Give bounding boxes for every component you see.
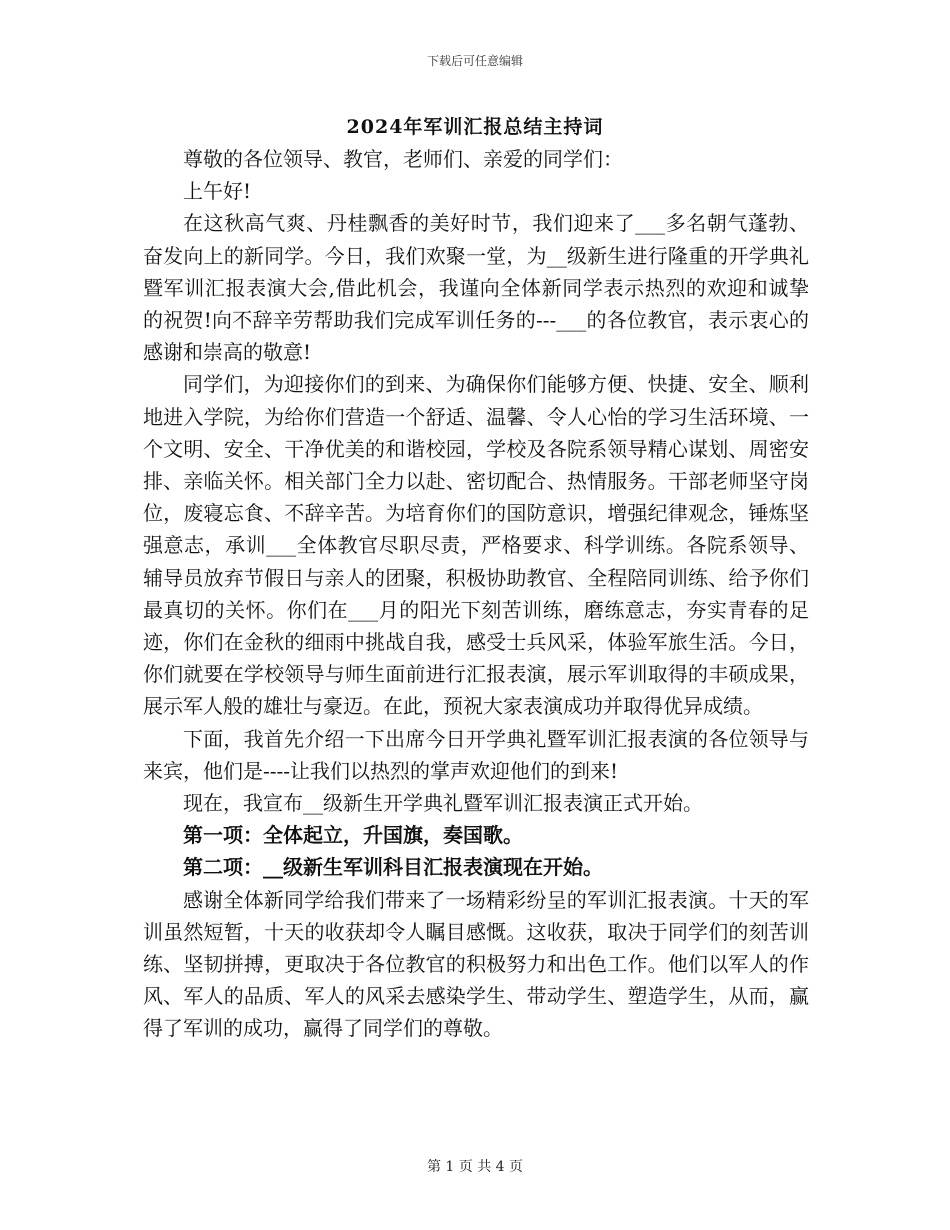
paragraph-item-one: 第一项：全体起立，升国旗，奏国歌。 [183,823,523,848]
paragraph-greeting: 上午好! [183,179,252,204]
paragraph-salutation: 尊敬的各位领导、教官，老师们、亲爱的同学们： [183,147,623,171]
document-title: 2024年军训汇报总结主持词 [346,116,604,138]
paragraph-welcome: 在这秋高气爽、丹桂飘香的美好时节，我们迎来了___多名朝气蓬勃、奋发向上的新同学。今日，我们欢聚一堂，为__级新生进行隆重的开学典礼暨军训汇报表演大会,借此机会，我谨向全体新同学表示热烈的欢迎和诚挚的祝贺!向不辞辛劳帮助我们完成军训任务的---___的各位教官，表示衷心的感谢和崇高的敬意! [143,211,809,365]
page-number: 第 1 页 共 4 页 [426,1159,524,1175]
paragraph-item-two: 第二项：__级新生军训科目汇报表演现在开始。 [183,855,603,880]
header-note: 下载后可任意编辑 [426,54,523,68]
paragraph-closing: 感谢全体新同学给我们带来了一场精彩纷呈的军训汇报表演。十天的军训虽然短暂，十天的收获却令人瞩目感慨。这收获，取决于同学们的刻苦训练、坚韧拼搏，更取决于各位教官的积极努力和出色工作。他们以军人的作风、军人的品质、军人的风采去感染学生、带动学生、塑造学生，从而，赢得了军训的成功，赢得了同学们的尊敬。 [143,887,809,1041]
paragraph-announcement: 现在，我宣布__级新生开学典礼暨军训汇报表演正式开始。 [183,791,703,816]
paragraph-introduction: 下面，我首先介绍一下出席今日开学典礼暨军训汇报表演的各位领导与来宾，他们是----让我们以热烈的掌声欢迎他们的到来! [143,726,809,783]
paragraph-thanks: 同学们，为迎接你们的到来、为确保你们能够方便、快捷、安全、顺利地进入学院，为给你们营造一个舒适、温馨、令人心怡的学习生活环境、一个文明、安全、干净优美的和谐校园，学校及各院系领导精心谋划、周密安排、亲临关怀。相关部门全力以赴、密切配合、热情服务。干部老师坚守岗位，废寝忘食、不辞辛苦。为培育你们的国防意识，增强纪律观念，锤炼坚强意志，承训___全体教官尽职尽责，严格要求、科学训练。各院系领导、辅导员放弃节假日与亲人的团聚，积极协助教官、全程陪同训练、给予你们最真切的关怀。你们在___月的阳光下刻苦训练，磨练意志，夯实青春的足迹，你们在金秋的细雨中挑战自我，感受士兵风采，体验军旅生活。今日，你们就要在学校领导与师生面前进行汇报表演，展示军训取得的丰硕成果，展示军人般的雄壮与豪迈。在此，预祝大家表演成功并取得优异成绩。 [143,372,809,719]
document-body [143,143,809,1045]
